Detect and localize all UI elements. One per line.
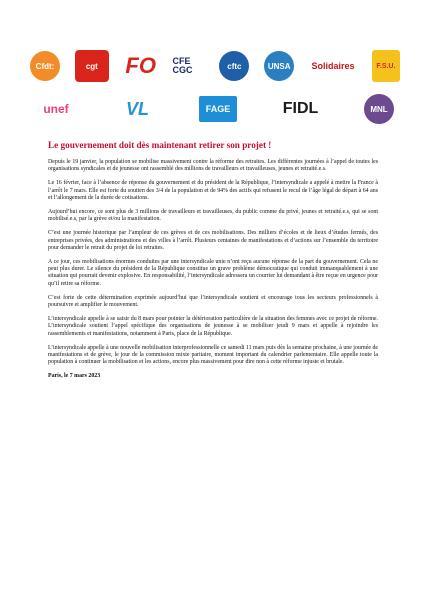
union-logos xyxy=(30,50,400,136)
document-title: Le gouvernement doit dès maintenant retirer son projet ! xyxy=(48,140,272,150)
logo-row-1 xyxy=(30,50,400,82)
paragraph: L’intersyndicale appelle à une nouvelle mobilisation interprofessionnelle ce samedi 11 mars puis dès la semaine prochaine, à une journée de manifestations et de grève, le jour de la commission mixte paritaire, moment important du calendrier parlementaire. Elle appelle toute la population à continuer la mobilisation et les actions, encore plus massivement pour dire non à cette réforme injuste et brutale. xyxy=(48,344,378,366)
cgt-logo: cgt xyxy=(75,50,109,82)
solidaires-logo: Solidaires xyxy=(311,61,355,71)
paragraph: Depuis le 19 janvier, la population se mobilise massivement contre la réforme des retraites. Les différentes journées à l’appel de toutes les organisations syndicales et de jeunesse ont rassemblé des millions de travailleurs et travailleuses, jeunes et retraité.e.s. xyxy=(48,159,378,173)
unef-logo: unef xyxy=(43,102,69,116)
fage-logo: FAGE xyxy=(199,96,237,122)
document-body xyxy=(48,140,378,388)
cfdt-logo: Cfdt: xyxy=(30,51,60,81)
fo-logo: FO xyxy=(125,53,156,78)
cfe-cgc-logo: CFE CGC xyxy=(172,56,193,75)
logo-row-2 xyxy=(30,94,400,124)
mnl-logo: MNL xyxy=(364,94,394,124)
paragraph: C’est une journée historique par l’ampleur de ces grèves et de ces mobilisations. Des milliers d’écoles et de lieux d’études fermés, des entreprises privées, des administrations et des villes à l’arrêt. Plusieurs centaines de manifestations et d’actions sur l’ensemble du territoire pour demander le retrait du projet de loi retraites. xyxy=(48,230,378,251)
paragraph: A ce jour, ces mobilisations énormes conduites par une intersyndicale unie n’ont reçu aucune réponse de la part du gouvernement. Cela ne peut plus durer. Le silence du président de la République constitue un grave problème démocratique qui conduit immanquablement à une situation qui pourrait devenir explosive. En responsabilité, l’intersyndicale adressera un courrier lui demandant à être reçue en urgence pour qu’il retire sa réforme. xyxy=(48,259,378,287)
cftc-logo: cftc xyxy=(219,51,249,81)
paragraph: C’est forte de cette détermination exprimée aujourd’hui que l’intersyndicale soutient et encourage tous les secteurs professionnels à poursuivre et amplifier le mouvement. xyxy=(48,294,378,309)
paragraph: L’intersyndicale appelle à se saisir du 8 mars pour pointer la détérioration particulière de la situation des femmes avec ce projet de réforme. L’intersyndicale soutient l’appel spécifique des organisations de jeunesse à se mobiliser jeudi 9 mars et appelle à rejoindre les rassemblements et manifestations, notamment à Paris, place de la République. xyxy=(48,316,378,337)
vl-logo: VL xyxy=(125,98,149,119)
unsa-logo: UNSA xyxy=(264,51,294,81)
fidl-logo: FIDL xyxy=(282,100,319,117)
fsu-logo: F.S.U. xyxy=(372,50,400,82)
paragraph: Le 16 février, face à l’absence de réponse du gouvernement et du président de la République, l’intersyndicale a appelé à mettre la France à l’arrêt le 7 mars. Elle est forte du soutien des 3/4 de la population et de 94% des actifs qui refusent le recul de l’âge légal de départ à 64 ans et l’allongement de la durée de cotisations. xyxy=(48,180,378,201)
paragraph: Aujourd’hui encore, ce sont plus de 3 millions de travailleurs et travailleuses, du public comme du privé, jeunes et retraité.e.s, qui se sont mobilisé.e.s, par la grève et/ou la manifestation. xyxy=(48,209,378,223)
date-line: Paris, le 7 mars 2023 xyxy=(48,373,101,380)
